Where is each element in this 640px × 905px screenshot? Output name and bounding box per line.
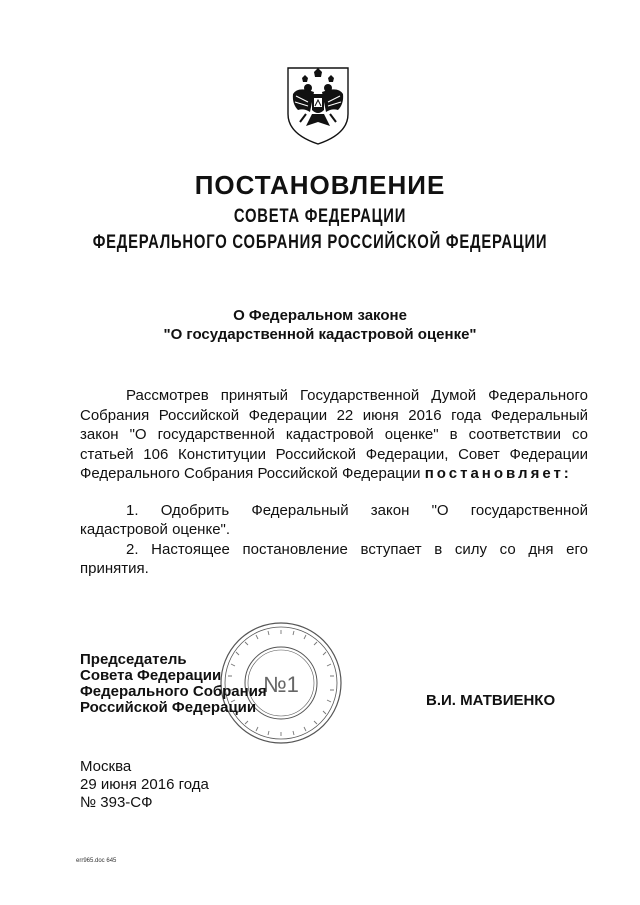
stamp-number: №1 — [263, 672, 299, 697]
issue-city: Москва — [80, 758, 132, 775]
issuer-line-1: СОВЕТА ФЕДЕРАЦИИ — [233, 206, 407, 227]
issue-details — [80, 758, 209, 812]
issuer-line-2: ФЕДЕРАЛЬНОГО СОБРАНИЯ РОССИЙСКОЙ ФЕДЕРАЦИИ — [92, 232, 548, 253]
position-line-3: Федерального Собрания — [80, 683, 267, 700]
resolution-item-2: 2. Настоящее постановление вступает в силу со дня его принятия. — [80, 540, 588, 577]
document-body — [80, 386, 588, 579]
position-line-4: Российской Федерации — [80, 699, 257, 716]
subject-line-2: "О государственной кадастровой оценке" — [163, 326, 477, 343]
position-line-2: Совета Федерации — [80, 667, 222, 684]
issue-number: № 393-СФ — [80, 794, 153, 811]
resolves-word: постановляет: — [424, 465, 572, 482]
preamble-paragraph — [80, 386, 588, 484]
resolution-item-1: 1. Одобрить Федеральный закон "О государственной кадастровой оценке". — [80, 501, 588, 538]
subject-line-1: О Федеральном законе — [233, 307, 407, 324]
issue-date: 29 июня 2016 года — [80, 776, 209, 793]
document-title: ПОСТАНОВЛЕНИЕ — [194, 170, 446, 200]
signatory-name: В.И. МАТВИЕНКО — [426, 692, 556, 709]
file-code-footer: err965.doc 645 — [76, 858, 117, 864]
position-line-1: Председатель — [80, 651, 187, 668]
document-subject — [0, 306, 640, 344]
signatory-position — [80, 652, 267, 716]
preamble-text: Рассмотрев принятый Государственной Думой Федерального Собрания Российской Федерации 22 июня 2016 года Федеральный закон "О государственной кадастровой оценке" в соответствии со статьей 106 Конституции Российской Федерации, Совет Федерации Федерального Собрания Российской Федерации — [80, 387, 588, 482]
russian-coat-of-arms-icon — [284, 64, 352, 146]
